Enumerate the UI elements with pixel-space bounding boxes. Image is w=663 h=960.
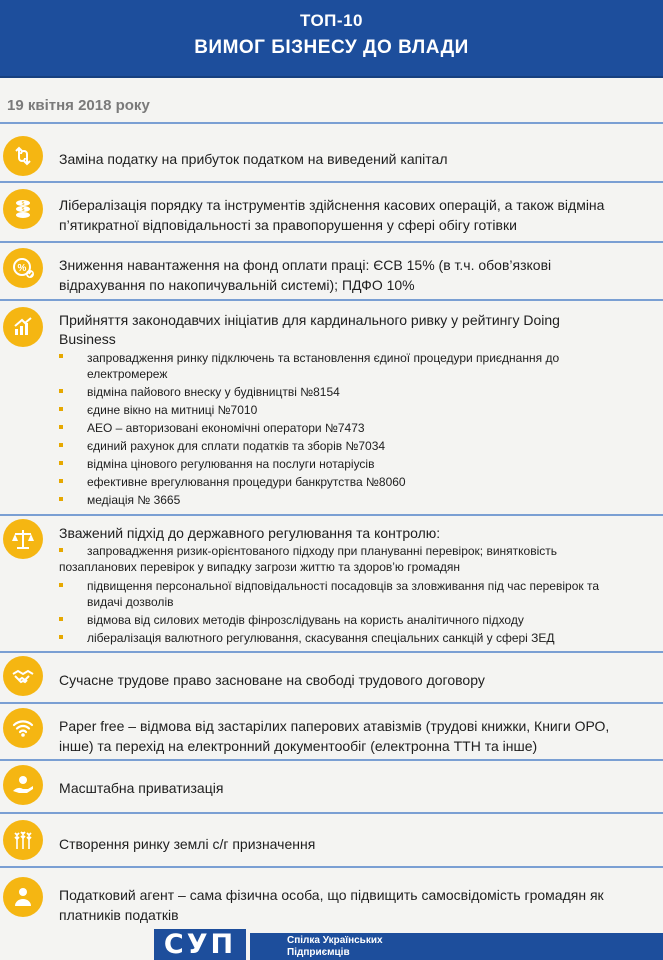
wheat-icon xyxy=(3,820,43,860)
coins-icon xyxy=(3,189,43,229)
item-4-sub-4: АЕО – авторизовані економічні оператори №7473 xyxy=(87,421,365,435)
divider xyxy=(0,181,663,183)
item-4-sub-2: відміна пайового внеску у будівництві №8154 xyxy=(87,385,340,399)
divider xyxy=(0,241,663,243)
document-date: 19 квітня 2018 року xyxy=(7,97,150,114)
item-4-sub-1-line-2: електромереж xyxy=(87,367,168,381)
svg-text:$: $ xyxy=(21,207,25,213)
item-7-line-1: Paper free – відмова від застарілих паперових атавізмів (трудові книжки, Книги ОРО, xyxy=(59,718,610,734)
item-5-sub-1-line-1: запровадження ризик-орієнтованого підходу при плануванні перевірок; винятковість xyxy=(87,544,558,558)
bullet xyxy=(59,635,63,639)
balance-icon xyxy=(3,519,43,559)
bullet xyxy=(59,461,63,465)
item-9-line-1: Створення ринку землі с/г призначення xyxy=(59,836,316,852)
chart-icon xyxy=(3,307,43,347)
bullet xyxy=(59,497,63,501)
bullet xyxy=(59,425,63,429)
item-6-line-1: Сучасне трудове право засноване на свободі трудового договору xyxy=(59,672,485,688)
divider xyxy=(0,866,663,868)
divider xyxy=(0,759,663,761)
divider xyxy=(0,122,663,124)
item-5-sub-1-line-2: позапланових перевірок у випадку загрози життю та здоров’ю громадян xyxy=(59,560,461,574)
item-4-sub-8: медіація № 3665 xyxy=(87,493,181,507)
bullet xyxy=(59,443,63,447)
handshake-icon xyxy=(3,656,43,696)
item-5-sub-2-line-2: видачі дозволів xyxy=(87,595,174,609)
hand-coin-icon xyxy=(3,765,43,805)
title-line-2: ВИМОГ БІЗНЕСУ ДО ВЛАДИ xyxy=(194,37,469,58)
divider xyxy=(0,299,663,301)
item-4-sub-3: єдине вікно на митниці №7010 xyxy=(87,403,258,417)
item-4-sub-6: відміна цінового регулювання на послуги нотаріусів xyxy=(87,457,375,471)
item-4-line-1: Прийняття законодавчих ініціатив для кардинального ривку у рейтингу Doing xyxy=(59,312,560,328)
divider xyxy=(0,702,663,704)
svg-text:$: $ xyxy=(21,201,25,207)
item-4-sub-7: ефективне врегулювання процедури банкрутства №8060 xyxy=(87,475,406,489)
item-2-line-2: п’ятикратної відповідальності за правопорушення у сфері обігу готівки xyxy=(59,217,517,233)
wifi-icon xyxy=(3,708,43,748)
bullet xyxy=(59,479,63,483)
item-2-line-1: Лібералізація порядку та інструментів здійснення касових операцій, а також відміна xyxy=(59,197,605,213)
item-5-sub-3: відмова від силових методів фінрозслідувань на користь аналітичного підходу xyxy=(87,613,524,627)
item-4-sub-1-line-1: запровадження ринку підключень та встановлення єдиної процедури приєднання до xyxy=(87,351,560,365)
bullet xyxy=(59,389,63,393)
organization-name xyxy=(287,935,383,959)
percent-icon xyxy=(3,248,43,288)
item-10-line-1: Податковий агент – сама фізична особа, що підвищить самосвідомість громадян як xyxy=(59,887,604,903)
sup-logo: СУП xyxy=(154,929,246,960)
item-1-line-1: Заміна податку на прибуток податком на виведений капітал xyxy=(59,151,448,167)
bullet xyxy=(59,548,63,552)
title-line-1: ТОП-10 xyxy=(300,11,363,30)
item-5-sub-2-line-1: підвищення персональної відповідальності посадовців за зловживання під час перевірок та xyxy=(87,579,599,593)
item-3-line-2: відрахування по накопичувальній системі); ПДФО 10% xyxy=(59,277,415,293)
item-3-line-1: Зниження навантаження на фонд оплати праці: ЄСВ 15% (в т.ч. обов’язкові xyxy=(59,257,552,273)
item-4-sub-5: єдиний рахунок для сплати податків та зборів №7034 xyxy=(87,439,386,453)
divider xyxy=(0,812,663,814)
exchange-icon xyxy=(3,136,43,176)
bullet xyxy=(59,617,63,621)
divider xyxy=(0,514,663,516)
item-5-line-1: Зважений підхід до державного регулювання та контролю: xyxy=(59,525,441,541)
divider xyxy=(0,651,663,653)
svg-text:%: % xyxy=(17,263,27,274)
person-icon xyxy=(3,877,43,917)
item-8-line-1: Масштабна приватизація xyxy=(59,780,224,796)
bullet xyxy=(59,354,63,358)
item-10-line-2: платників податків xyxy=(59,907,179,923)
item-7-line-2: інше) та перехід на електронний документообіг (електронна ТТН та інше) xyxy=(59,738,538,754)
item-4-line-2: Business xyxy=(59,331,116,347)
item-5-sub-4: лібералізація валютного регулювання, скасування спеціальних санкцій у сфері ЗЕД xyxy=(87,631,555,645)
title-banner xyxy=(0,0,663,78)
organization-name-line-1: Спілка Українських xyxy=(287,935,383,946)
bullet xyxy=(59,583,63,587)
bullet xyxy=(59,407,63,411)
organization-name-line-2: Підприємців xyxy=(287,947,350,958)
